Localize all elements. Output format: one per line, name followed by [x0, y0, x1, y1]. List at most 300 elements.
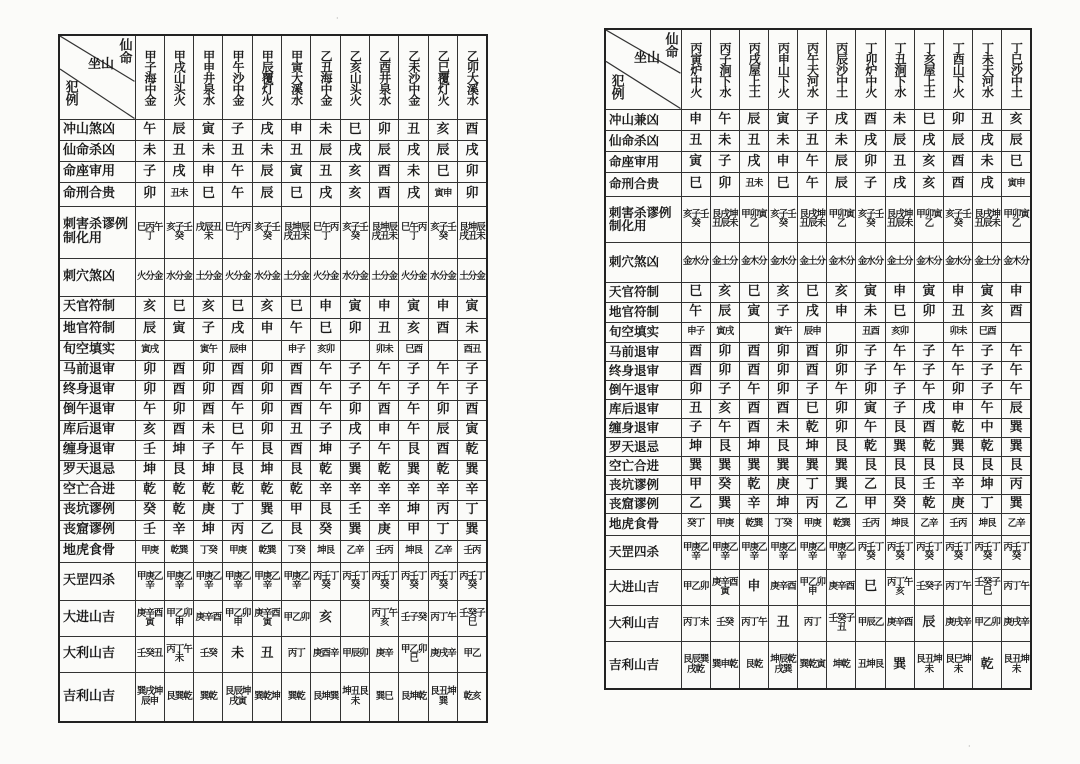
table-cell: 亥 — [710, 282, 739, 302]
table-cell: 金土分 — [973, 242, 1002, 282]
table-cell: 酉 — [798, 361, 827, 380]
row-label: 地官符制 — [59, 318, 135, 340]
table-cell: 乾巽 — [252, 540, 281, 562]
row-label: 缠身退审 — [605, 418, 681, 437]
table-cell: 乾 — [135, 480, 164, 500]
table-cell: 午 — [943, 361, 972, 380]
table-row — [59, 380, 487, 400]
table-cell: 艮戌坤丑辰未 — [798, 196, 827, 242]
table-cell: 丙壬丁癸 — [428, 562, 457, 600]
table-cell: 乾 — [973, 641, 1002, 689]
table-cell: 乾 — [856, 437, 885, 456]
table-cell: 丙壬丁癸 — [399, 562, 428, 600]
table-cell: 乙辛 — [1002, 513, 1031, 535]
table-cell: 子 — [768, 302, 797, 322]
table-cell: 甲庚乙辛 — [164, 562, 193, 600]
table-cell: 艮戌坤丑辰未 — [885, 196, 914, 242]
table-cell: 乾 — [943, 418, 972, 437]
table-cell: 卯 — [914, 302, 943, 322]
row-label: 吉利山吉 — [59, 672, 135, 722]
column-header: 丁亥屋上土 — [914, 29, 943, 109]
table-cell: 亥卯 — [885, 322, 914, 342]
table-cell: 乾 — [164, 480, 193, 500]
table-row — [59, 500, 487, 520]
table-cell: 巳 — [798, 399, 827, 418]
table-cell: 庚 — [768, 475, 797, 494]
table-cell: 庚 — [194, 500, 223, 520]
table-cell: 丁 — [798, 475, 827, 494]
table-cell: 午 — [973, 399, 1002, 418]
table-cell: 申 — [681, 109, 710, 130]
table-cell: 寅 — [458, 420, 487, 440]
table-cell: 巽 — [1002, 418, 1031, 437]
table-cell: 未 — [768, 418, 797, 437]
table-cell: 午 — [370, 380, 399, 400]
table-cell: 庚戌辛 — [1002, 605, 1031, 641]
column-header: 丙子涧下水 — [710, 29, 739, 109]
table-cell: 坤 — [973, 475, 1002, 494]
table-cell: 丙 — [223, 520, 252, 540]
table-row — [605, 172, 1031, 196]
table-cell: 申 — [1002, 282, 1031, 302]
table-cell: 卯 — [194, 360, 223, 380]
table-cell: 丙 — [428, 500, 457, 520]
table-cell: 卯 — [768, 361, 797, 380]
table-cell: 庚 — [943, 494, 972, 513]
table-cell: 艮丑坤巽 — [428, 672, 457, 722]
table-cell: 乙 — [681, 494, 710, 513]
table-cell: 壬 — [135, 440, 164, 460]
table-cell: 乾 — [428, 460, 457, 480]
table-row — [605, 437, 1031, 456]
table-cell: 未 — [194, 420, 223, 440]
table-row — [605, 196, 1031, 242]
table-cell: 艮 — [164, 460, 193, 480]
table-cell: 丙丁午 — [1002, 569, 1031, 605]
table-row — [605, 418, 1031, 437]
table-cell: 卯 — [135, 360, 164, 380]
table-row — [605, 456, 1031, 475]
table-cell: 土分金 — [194, 258, 223, 296]
table-cell: 辰 — [252, 161, 281, 182]
table-row — [59, 540, 487, 562]
row-label: 天官符制 — [605, 282, 681, 302]
table-row — [59, 340, 487, 360]
table-cell: 甲庚乙辛 — [710, 535, 739, 569]
table-row — [59, 296, 487, 318]
table-cell: 未 — [399, 161, 428, 182]
table-cell: 艮 — [223, 460, 252, 480]
table-cell: 丙壬丁癸 — [370, 562, 399, 600]
corner-cell — [59, 35, 135, 119]
table-cell: 巽 — [399, 460, 428, 480]
table-cell: 戌辰丑未 — [194, 206, 223, 258]
table-cell: 亥 — [340, 182, 369, 206]
table-cell: 艮 — [885, 456, 914, 475]
table-cell: 辛 — [164, 520, 193, 540]
table-cell: 寅申 — [428, 182, 457, 206]
table-cell: 甲庚乙辛 — [798, 535, 827, 569]
table-row — [59, 161, 487, 182]
table-cell: 寅 — [914, 282, 943, 302]
table-cell: 子 — [135, 161, 164, 182]
table-cell: 癸 — [885, 494, 914, 513]
table-cell: 丁癸 — [282, 540, 311, 562]
table-cell: 巽 — [827, 475, 856, 494]
table-cell: 酉 — [458, 400, 487, 420]
table-cell: 乾巽 — [827, 513, 856, 535]
table-cell: 丑 — [798, 130, 827, 151]
table-cell: 未 — [223, 636, 252, 672]
table-cell: 辰 — [827, 172, 856, 196]
table-cell: 辰 — [914, 605, 943, 641]
table-cell: 甲辰卯 — [340, 636, 369, 672]
table-cell: 巳 — [428, 161, 457, 182]
table-cell — [252, 340, 281, 360]
table-cell: 酉 — [856, 109, 885, 130]
table-cell: 酉 — [1002, 302, 1031, 322]
table-cell: 亥子壬癸 — [768, 196, 797, 242]
table-cell: 甲庚乙辛 — [194, 562, 223, 600]
table-cell: 申 — [943, 399, 972, 418]
table-cell: 午 — [798, 151, 827, 172]
table-cell: 戌 — [739, 151, 768, 172]
table-cell: 坤 — [311, 440, 340, 460]
scan-speck: · — [968, 742, 971, 751]
table-cell: 壬癸 — [710, 605, 739, 641]
table-cell: 亥 — [973, 302, 1002, 322]
row-label: 命刑合贵 — [605, 172, 681, 196]
table-cell: 乾 — [252, 480, 281, 500]
table-cell: 巳午丙丁 — [311, 206, 340, 258]
row-label: 终身退审 — [605, 361, 681, 380]
table-cell: 午 — [370, 440, 399, 460]
row-label: 地虎食骨 — [59, 540, 135, 562]
table-cell: 戌 — [340, 140, 369, 161]
table-cell: 卯 — [827, 418, 856, 437]
table-cell: 卯 — [681, 380, 710, 399]
table-cell: 乾巽 — [164, 540, 193, 562]
row-label: 地官符制 — [605, 302, 681, 322]
table-cell: 午 — [1002, 342, 1031, 361]
table-cell: 酉 — [282, 440, 311, 460]
table-row — [59, 119, 487, 140]
table-cell: 戌 — [458, 140, 487, 161]
table-cell: 辰 — [311, 140, 340, 161]
table-cell: 巽 — [798, 456, 827, 475]
table-row — [59, 182, 487, 206]
table-cell: 酉 — [282, 400, 311, 420]
table-cell: 未 — [194, 140, 223, 161]
table-cell: 辰申 — [223, 340, 252, 360]
row-label: 冲山兼凶 — [605, 109, 681, 130]
table-cell: 巽 — [1002, 494, 1031, 513]
table-row — [59, 140, 487, 161]
table-cell: 乾 — [194, 480, 223, 500]
table-cell: 申子 — [282, 340, 311, 360]
table-cell: 卯 — [827, 342, 856, 361]
table-cell: 金木分 — [1002, 242, 1031, 282]
table-cell: 午 — [311, 400, 340, 420]
row-label: 丧坑谬例 — [605, 475, 681, 494]
table-cell: 子 — [798, 109, 827, 130]
table-cell: 酉 — [370, 400, 399, 420]
table-cell: 卯 — [856, 151, 885, 172]
row-label: 仙命杀凶 — [605, 130, 681, 151]
header-row — [605, 29, 1031, 109]
table-cell: 子 — [340, 440, 369, 460]
table-cell — [340, 600, 369, 636]
row-label: 终身退审 — [59, 380, 135, 400]
corner-label-xianming: 仙命 — [116, 38, 132, 64]
table-cell: 乾巽 — [739, 513, 768, 535]
table-cell: 庚辛酉寅 — [252, 600, 281, 636]
table-cell: 卯 — [710, 172, 739, 196]
table-cell: 癸 — [311, 520, 340, 540]
table-cell: 辛 — [370, 500, 399, 520]
table-cell: 甲乙卯巳 — [399, 636, 428, 672]
row-label: 罗天退忌 — [59, 460, 135, 480]
row-label: 天罡四杀 — [59, 562, 135, 600]
table-cell: 巳 — [856, 569, 885, 605]
table-cell: 辛 — [428, 480, 457, 500]
table-cell: 亥 — [252, 296, 281, 318]
row-label: 大利山吉 — [605, 605, 681, 641]
table-cell: 丙丁未 — [681, 605, 710, 641]
table-cell: 壬 — [340, 500, 369, 520]
table-cell: 卯 — [827, 361, 856, 380]
table-cell: 午 — [681, 302, 710, 322]
table-cell: 乾 — [311, 460, 340, 480]
table-cell: 金土分 — [798, 242, 827, 282]
table-row — [59, 520, 487, 540]
column-header: 丙寅炉中火 — [681, 29, 710, 109]
table-cell: 子 — [194, 318, 223, 340]
table-cell: 艮 — [885, 475, 914, 494]
table-cell: 丑 — [739, 130, 768, 151]
row-label: 空亡合进 — [605, 456, 681, 475]
table-cell: 酉 — [458, 119, 487, 140]
table-cell — [164, 340, 193, 360]
table-cell: 巳 — [340, 119, 369, 140]
table-cell: 子 — [856, 172, 885, 196]
table-cell: 丙壬丁癸 — [885, 535, 914, 569]
table-cell: 丑 — [164, 140, 193, 161]
table-cell: 戌 — [223, 318, 252, 340]
table-cell: 子 — [914, 342, 943, 361]
table-cell: 火分金 — [311, 258, 340, 296]
table-cell: 金土分 — [710, 242, 739, 282]
table-cell: 乾亥 — [458, 672, 487, 722]
table-cell: 庚辛酉 — [827, 569, 856, 605]
table-cell: 坤艮 — [399, 540, 428, 562]
table-row — [605, 109, 1031, 130]
table-cell: 酉 — [798, 342, 827, 361]
table-cell: 卯 — [710, 342, 739, 361]
table-cell: 巳 — [223, 296, 252, 318]
column-header: 乙巳覆灯火 — [428, 35, 457, 119]
table-cell: 金木分 — [739, 242, 768, 282]
table-cell: 卯 — [458, 161, 487, 182]
table-cell: 卯 — [135, 182, 164, 206]
row-label: 刺害杀谬例制化用 — [59, 206, 135, 258]
table-cell: 甲庚乙辛 — [135, 562, 164, 600]
table-cell: 坤艮 — [973, 513, 1002, 535]
table-cell: 酉 — [223, 360, 252, 380]
table-cell: 子 — [973, 342, 1002, 361]
table-cell: 巽 — [943, 437, 972, 456]
table-cell: 寅 — [856, 282, 885, 302]
table-cell: 壬癸子丑 — [827, 605, 856, 641]
table-cell: 丑 — [681, 399, 710, 418]
table-cell: 巳 — [223, 420, 252, 440]
table-cell: 午 — [399, 400, 428, 420]
table-cell: 巳酉 — [973, 322, 1002, 342]
table-cell: 寅 — [973, 282, 1002, 302]
table-cell: 坤 — [135, 460, 164, 480]
table-cell: 酉 — [282, 360, 311, 380]
table-cell: 申 — [282, 119, 311, 140]
column-header: 丙午天河水 — [798, 29, 827, 109]
table-cell: 坤 — [739, 437, 768, 456]
table-cell: 丁 — [973, 494, 1002, 513]
table-cell: 坤 — [252, 460, 281, 480]
table-row — [605, 380, 1031, 399]
table-cell: 卯 — [428, 400, 457, 420]
table-cell: 午 — [428, 360, 457, 380]
table-cell: 子 — [681, 418, 710, 437]
row-label: 刺穴煞凶 — [605, 242, 681, 282]
row-label: 命刑合贵 — [59, 182, 135, 206]
table-cell: 甲庚 — [135, 540, 164, 562]
table-row — [59, 600, 487, 636]
table-cell: 甲乙卯 — [282, 600, 311, 636]
table-row — [605, 535, 1031, 569]
table-cell: 火分金 — [135, 258, 164, 296]
table-cell: 午 — [135, 400, 164, 420]
table-cell: 甲卯寅乙 — [914, 196, 943, 242]
table-cell: 辰 — [428, 420, 457, 440]
table-cell: 卯 — [252, 420, 281, 440]
table-cell: 亥 — [311, 600, 340, 636]
table-cell: 巳 — [914, 109, 943, 130]
table-cell: 子 — [194, 440, 223, 460]
table-cell: 巽 — [681, 456, 710, 475]
header-row — [59, 35, 487, 119]
table-cell: 未 — [885, 109, 914, 130]
table-cell: 亥 — [827, 282, 856, 302]
table-cell: 子 — [885, 380, 914, 399]
table-cell: 水分金 — [164, 258, 193, 296]
table-cell: 戌 — [164, 161, 193, 182]
table-cell: 亥 — [194, 296, 223, 318]
table-cell: 丙壬丁癸 — [943, 535, 972, 569]
corner-label-zuoshan: 坐山 — [88, 57, 115, 72]
row-label: 罗天退忌 — [605, 437, 681, 456]
table-cell: 卯 — [194, 380, 223, 400]
table-row — [605, 641, 1031, 689]
table-cell: 乾 — [798, 418, 827, 437]
table-cell: 巳午丙丁 — [223, 206, 252, 258]
table-cell: 亥 — [914, 172, 943, 196]
table-cell: 子 — [399, 360, 428, 380]
table-cell: 午 — [1002, 380, 1031, 399]
table-cell: 巳 — [282, 296, 311, 318]
table-cell: 乾 — [914, 494, 943, 513]
table-row — [59, 206, 487, 258]
table-cell: 寅 — [739, 302, 768, 322]
table-cell: 金水分 — [856, 242, 885, 282]
table-cell: 子 — [973, 361, 1002, 380]
table-cell: 甲庚乙辛 — [827, 535, 856, 569]
table-cell: 乙 — [827, 494, 856, 513]
table-cell — [340, 340, 369, 360]
table-cell: 丑 — [768, 605, 797, 641]
row-label: 丧窟谬例 — [605, 494, 681, 513]
table-cell: 艮坤辰戌丑未 — [370, 206, 399, 258]
column-header: 乙酉井泉水 — [370, 35, 399, 119]
table-cell: 金水分 — [768, 242, 797, 282]
table-cell: 午 — [885, 361, 914, 380]
table-cell: 艮戌坤丑辰未 — [710, 196, 739, 242]
table-cell: 戌 — [399, 140, 428, 161]
left-page — [58, 34, 488, 723]
table-cell: 寅 — [399, 296, 428, 318]
table-cell: 巽 — [340, 520, 369, 540]
table-cell: 申 — [827, 302, 856, 322]
table-cell: 酉 — [768, 399, 797, 418]
row-label: 天官符制 — [59, 296, 135, 318]
table-cell: 午 — [399, 420, 428, 440]
table-cell: 庚戌辛 — [943, 605, 972, 641]
table-cell: 酉 — [164, 360, 193, 380]
table-cell: 巳 — [194, 182, 223, 206]
table-row — [605, 569, 1031, 605]
table-cell: 午 — [856, 418, 885, 437]
table-cell: 午 — [885, 342, 914, 361]
table-cell: 巽 — [252, 500, 281, 520]
table-cell: 丑酉 — [856, 322, 885, 342]
row-label: 马前退审 — [605, 342, 681, 361]
table-cell: 酉 — [164, 380, 193, 400]
table-cell: 巽戌坤辰申 — [135, 672, 164, 722]
column-header: 丙戌屋上土 — [739, 29, 768, 109]
table-cell: 壬丙 — [856, 513, 885, 535]
row-label: 仙命杀凶 — [59, 140, 135, 161]
table-cell: 亥 — [914, 151, 943, 172]
table-cell: 子 — [399, 380, 428, 400]
table-cell: 丑 — [370, 318, 399, 340]
column-header: 丁未天河水 — [973, 29, 1002, 109]
table-cell: 巽申乾 — [710, 641, 739, 689]
table-cell: 寅申 — [1002, 172, 1031, 196]
table-cell: 酉 — [428, 440, 457, 460]
table-cell: 艮 — [856, 456, 885, 475]
table-cell: 壬癸丑 — [135, 636, 164, 672]
table-cell: 戌 — [885, 172, 914, 196]
table-cell: 寅戌 — [710, 322, 739, 342]
table-cell: 巽乾 — [194, 672, 223, 722]
table-cell: 卯 — [943, 380, 972, 399]
table-cell: 金木分 — [827, 242, 856, 282]
table-cell: 癸丁 — [681, 513, 710, 535]
table-row — [59, 360, 487, 380]
table-row — [59, 400, 487, 420]
table-cell: 丑 — [223, 140, 252, 161]
table-cell: 午 — [827, 380, 856, 399]
table-cell: 坤 — [164, 440, 193, 460]
column-header: 乙未沙中金 — [399, 35, 428, 119]
